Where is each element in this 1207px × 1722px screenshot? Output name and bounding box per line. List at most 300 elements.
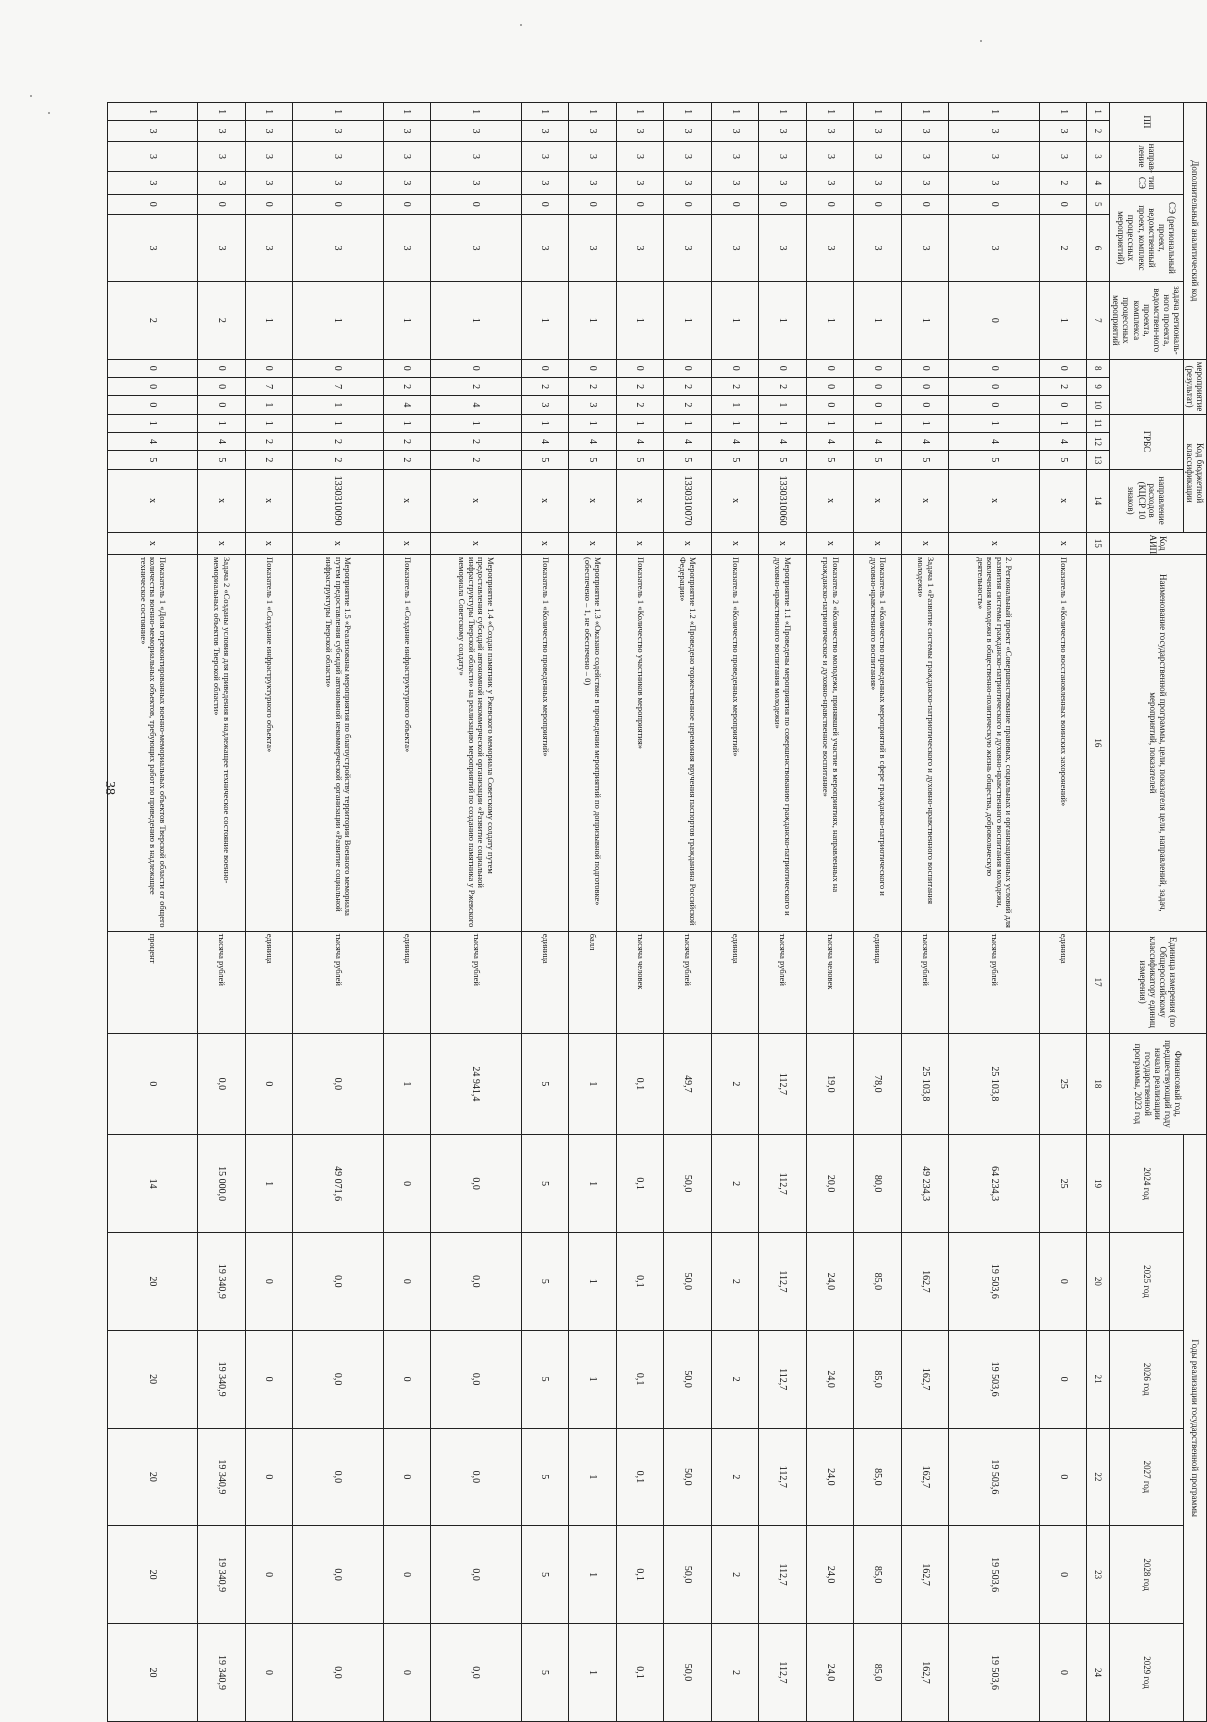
code-cell: 3 [198, 214, 246, 281]
code-cell: 1 [1039, 414, 1087, 432]
code-cell: 4 [664, 432, 712, 450]
code-cell: 0 [759, 194, 807, 214]
code-cell: x [854, 532, 902, 554]
code-cell: 2 [664, 396, 712, 414]
code-cell: 1 [711, 396, 759, 414]
code-cell: x [383, 532, 431, 554]
code-cell: 2 [431, 432, 521, 450]
code-cell: 3 [521, 121, 569, 141]
value-cell: 112,7 [759, 1623, 807, 1721]
value-cell: 162,7 [901, 1428, 949, 1526]
row-name-cell: Мероприятие 1.4 «Создан памятник у Ржевского мемориала Советскому солдату путем предоставления субсидий автономной некоммерческой организации «Развитие социальной инфраструктуры Тверской области» на реализацию мероприятий по созданию памятника у Ржевского мемориала Советскому солдату» [431, 555, 521, 932]
code-cell: 3 [949, 121, 1039, 141]
code-cell: x [616, 532, 664, 554]
code-cell: 5 [854, 451, 902, 469]
code-cell: 3 [806, 214, 854, 281]
row-name-cell: Задача 2 «Созданы условия для приведения в надлежащее техническое состояние военно-мемориальных объектов Тверской области» [198, 555, 246, 932]
code-cell: 5 [198, 451, 246, 469]
row-unit-cell: тысяча рублей [949, 931, 1039, 1033]
row-name-cell: Мероприятие 1.2 «Проведено торжественное церемония вручения паспортов гражданина Российской Федерации» [664, 555, 712, 932]
code-cell: 3 [711, 121, 759, 141]
column-number-cell: 11 [1087, 414, 1110, 432]
row-unit-cell: тысяча человек [806, 931, 854, 1033]
code-cell: 3 [664, 141, 712, 172]
column-number-cell: 15 [1087, 532, 1110, 554]
code-cell: x [431, 469, 521, 532]
code-cell: 1 [293, 414, 383, 432]
code-cell: 0 [245, 194, 293, 214]
table-row [198, 103, 246, 1722]
value-cell: 0,1 [616, 1526, 664, 1624]
value-cell: 2 [711, 1428, 759, 1526]
program-table [107, 102, 1207, 1722]
code-cell: 3 [198, 121, 246, 141]
code-cell: 2 [245, 432, 293, 450]
value-cell: 1 [569, 1428, 617, 1526]
code-cell: 5 [1039, 451, 1087, 469]
code-cell: 3 [293, 121, 383, 141]
code-cell: 2 [245, 451, 293, 469]
code-cell: 1 [806, 282, 854, 359]
value-cell: 0 [383, 1526, 431, 1624]
value-cell: 1 [383, 1033, 431, 1135]
scan-speck [48, 112, 50, 114]
row-unit-cell: единица [1039, 931, 1087, 1033]
row-unit-cell: тысяча рублей [431, 931, 521, 1033]
value-cell: 0,1 [616, 1623, 664, 1721]
value-cell: 24,0 [806, 1330, 854, 1428]
code-cell: 3 [383, 214, 431, 281]
code-cell: 2 [569, 377, 617, 395]
code-cell: 1 [664, 103, 712, 121]
scan-speck [980, 40, 982, 42]
value-cell: 5 [521, 1233, 569, 1331]
code-cell: 1 [1039, 103, 1087, 121]
row-unit-cell: тысяча рублей [664, 931, 712, 1033]
row-name-cell: Показатель 1 «Количество проведенных мероприятий» [521, 555, 569, 932]
code-cell: 4 [616, 432, 664, 450]
value-cell: 19 503,6 [949, 1428, 1039, 1526]
value-cell: 112,7 [759, 1330, 807, 1428]
code-cell: x [431, 532, 521, 554]
code-cell: 0 [806, 194, 854, 214]
value-cell: 24 941,4 [431, 1033, 521, 1135]
code-cell: 1 [949, 103, 1039, 121]
code-cell: 1 [806, 103, 854, 121]
code-cell: 3 [711, 172, 759, 194]
code-cell: 2 [711, 377, 759, 395]
value-cell: 24,0 [806, 1233, 854, 1331]
code-cell: 3 [759, 172, 807, 194]
header-row-1 [1183, 103, 1206, 1722]
value-cell: 14 [107, 1135, 198, 1233]
code-cell: x [616, 469, 664, 532]
value-cell: 0 [245, 1428, 293, 1526]
table-row [901, 103, 949, 1722]
value-cell: 2 [711, 1623, 759, 1721]
row-name-cell: Показатель 1 «Создание инфраструктурного объекта» [245, 555, 293, 932]
code-cell: 4 [759, 432, 807, 450]
code-cell: 1 [521, 282, 569, 359]
code-cell: 0 [198, 396, 246, 414]
value-cell: 50,0 [664, 1135, 712, 1233]
code-cell: 3 [107, 141, 198, 172]
value-cell: 5 [521, 1623, 569, 1721]
code-cell: 2 [1039, 172, 1087, 194]
code-cell: 2 [616, 396, 664, 414]
table-row [521, 103, 569, 1722]
column-number-cell: 22 [1087, 1428, 1110, 1526]
value-cell: 20 [107, 1330, 198, 1428]
code-cell: 4 [198, 432, 246, 450]
code-cell: 2 [616, 377, 664, 395]
value-cell: 19 340,9 [198, 1623, 246, 1721]
hdr-year-2027: 2027 год [1110, 1428, 1184, 1526]
value-cell: 1 [569, 1233, 617, 1331]
code-cell: 5 [711, 451, 759, 469]
code-cell: x [569, 469, 617, 532]
value-cell: 2 [711, 1330, 759, 1428]
code-cell: 3 [854, 172, 902, 194]
value-cell: 15 000,0 [198, 1135, 246, 1233]
row-unit-cell: тысяча человек [616, 931, 664, 1033]
value-cell: 5 [521, 1135, 569, 1233]
row-name-cell: Показатель 1 «Количество проведенных мероприятий в сфере гражданско-патриотического и духовно-нравственного воспитания» [854, 555, 902, 932]
value-cell: 0,0 [293, 1033, 383, 1135]
code-cell: 1 [293, 396, 383, 414]
code-cell: 3 [521, 141, 569, 172]
value-cell: 19 503,6 [949, 1623, 1039, 1721]
code-cell: 2 [521, 377, 569, 395]
code-cell: 2 [383, 432, 431, 450]
value-cell: 112,7 [759, 1033, 807, 1135]
row-unit-cell: единица [854, 931, 902, 1033]
value-cell: 0,0 [293, 1233, 383, 1331]
row-name-cell: Показатель 1 «Доля отремонтированных военно-мемориальных объектов Тверской области от общего количества военно-мемориальных объектов, требующих работ по приведению в надлежащее техническое состояние» [107, 555, 198, 932]
column-number-cell: 4 [1087, 172, 1110, 194]
value-cell: 24,0 [806, 1623, 854, 1721]
code-cell: x [198, 532, 246, 554]
hdr-year-2024: 2024 год [1110, 1135, 1184, 1233]
code-cell: 0 [759, 359, 807, 377]
code-cell: 2 [664, 377, 712, 395]
code-cell: 3 [245, 214, 293, 281]
code-cell: 3 [431, 214, 521, 281]
code-cell: 4 [806, 432, 854, 450]
code-cell: x [664, 532, 712, 554]
code-cell: 1 [854, 414, 902, 432]
code-cell: 1 [293, 103, 383, 121]
code-cell: 1 [711, 282, 759, 359]
code-cell: x [521, 469, 569, 532]
code-cell: 1 [901, 414, 949, 432]
value-cell: 1 [569, 1033, 617, 1135]
value-cell: 0,0 [293, 1330, 383, 1428]
code-cell: 0 [198, 194, 246, 214]
code-cell: 1 [431, 414, 521, 432]
code-cell: 5 [901, 451, 949, 469]
value-cell: 19 340,9 [198, 1526, 246, 1624]
hdr-year-2026: 2026 год [1110, 1330, 1184, 1428]
column-number-cell: 3 [1087, 141, 1110, 172]
value-cell: 0 [1039, 1526, 1087, 1624]
hdr-se-type: тип СЭ [1110, 172, 1184, 194]
value-cell: 50,0 [664, 1330, 712, 1428]
code-cell: 3 [949, 141, 1039, 172]
table-body [107, 103, 1110, 1722]
code-cell: 5 [806, 451, 854, 469]
code-cell: x [1039, 469, 1087, 532]
code-cell: 3 [431, 141, 521, 172]
value-cell: 0,0 [431, 1623, 521, 1721]
row-unit-cell: тысяча рублей [759, 931, 807, 1033]
code-cell: 3 [1039, 121, 1087, 141]
value-cell: 1 [569, 1135, 617, 1233]
code-cell: 2 [198, 282, 246, 359]
code-cell: 3 [198, 172, 246, 194]
value-cell: 5 [521, 1330, 569, 1428]
code-cell: 3 [616, 214, 664, 281]
code-cell: 3 [431, 172, 521, 194]
value-cell: 85,0 [854, 1526, 902, 1624]
column-number-cell: 21 [1087, 1330, 1110, 1428]
value-cell: 2 [711, 1526, 759, 1624]
code-cell: 3 [245, 121, 293, 141]
value-cell: 85,0 [854, 1330, 902, 1428]
code-cell: x [1039, 532, 1087, 554]
code-cell: 0 [1039, 359, 1087, 377]
hdr-task: задача региональ-ного проекта, ведомствен-ного проекта, комплекса процессных мероприятий [1110, 282, 1184, 359]
code-cell: 0 [383, 359, 431, 377]
value-cell: 0,0 [198, 1033, 246, 1135]
value-cell: 0 [383, 1623, 431, 1721]
column-number-cell: 14 [1087, 469, 1110, 532]
value-cell: 20 [107, 1233, 198, 1331]
code-cell: 1 [664, 282, 712, 359]
value-cell: 19 340,9 [198, 1428, 246, 1526]
code-cell: 3 [293, 214, 383, 281]
table-row [711, 103, 759, 1722]
code-cell: 0 [521, 194, 569, 214]
code-cell: 1 [383, 103, 431, 121]
table-row [107, 103, 198, 1722]
scan-speck [520, 24, 522, 26]
value-cell: 19 503,6 [949, 1330, 1039, 1428]
code-cell: 0 [901, 194, 949, 214]
code-cell: x [383, 469, 431, 532]
code-cell: 2 [431, 377, 521, 395]
code-cell: 0 [854, 194, 902, 214]
code-cell: 1 [293, 282, 383, 359]
code-cell: x [521, 532, 569, 554]
value-cell: 0 [245, 1623, 293, 1721]
value-cell: 112,7 [759, 1233, 807, 1331]
code-cell: x [949, 532, 1039, 554]
code-cell: 0 [806, 396, 854, 414]
code-cell: 1 [383, 414, 431, 432]
value-cell: 0,0 [431, 1526, 521, 1624]
code-cell: 0 [854, 377, 902, 395]
value-cell: 19 340,9 [198, 1233, 246, 1331]
hdr-year-2029: 2029 год [1110, 1623, 1184, 1721]
code-cell: 0 [383, 194, 431, 214]
value-cell: 0,0 [431, 1233, 521, 1331]
code-cell: 3 [901, 121, 949, 141]
code-cell: 4 [569, 432, 617, 450]
code-cell: 1330310070 [664, 469, 712, 532]
value-cell: 0,0 [431, 1330, 521, 1428]
code-cell: 4 [854, 432, 902, 450]
row-name-cell: Мероприятие 1.3 «Оказано содействие в проведении мероприятий по допризывной подготовке» (обеспечено – 1, не обеспечено – 0) [569, 555, 617, 932]
code-cell: 3 [431, 121, 521, 141]
code-cell: 4 [107, 432, 198, 450]
code-cell: 5 [949, 451, 1039, 469]
code-cell: 1 [569, 103, 617, 121]
code-cell: 0 [431, 194, 521, 214]
code-cell: 3 [806, 141, 854, 172]
code-cell: 4 [1039, 432, 1087, 450]
value-cell: 0,0 [293, 1428, 383, 1526]
code-cell: 3 [759, 214, 807, 281]
code-cell: x [806, 532, 854, 554]
column-number-cell: 18 [1087, 1033, 1110, 1135]
code-cell: 3 [107, 121, 198, 141]
column-number-cell: 17 [1087, 931, 1110, 1033]
value-cell: 0 [245, 1526, 293, 1624]
code-cell: 1 [759, 396, 807, 414]
code-cell: 5 [664, 451, 712, 469]
code-cell: 4 [711, 432, 759, 450]
column-numbers-row [1087, 103, 1110, 1722]
code-cell: 3 [521, 214, 569, 281]
row-unit-cell: тысяча рублей [293, 931, 383, 1033]
code-cell: x [806, 469, 854, 532]
column-number-cell: 24 [1087, 1623, 1110, 1721]
code-cell: 3 [616, 121, 664, 141]
value-cell: 0,1 [616, 1033, 664, 1135]
value-cell: 19 503,6 [949, 1233, 1039, 1331]
code-cell: 5 [616, 451, 664, 469]
code-cell: 1 [431, 103, 521, 121]
code-cell: 3 [949, 214, 1039, 281]
row-unit-cell: тысяча рублей [901, 931, 949, 1033]
code-cell: 0 [901, 396, 949, 414]
code-cell: 1330310060 [759, 469, 807, 532]
value-cell: 78,0 [854, 1033, 902, 1135]
code-cell: 3 [569, 214, 617, 281]
code-cell: 3 [383, 121, 431, 141]
code-cell: 1 [521, 103, 569, 121]
hdr-years-group: Годы реализации государственной программы [1183, 1135, 1206, 1722]
code-cell: 1 [245, 414, 293, 432]
code-cell: x [711, 532, 759, 554]
value-cell: 5 [521, 1033, 569, 1135]
value-cell: 20 [107, 1623, 198, 1721]
column-number-cell: 13 [1087, 451, 1110, 469]
value-cell: 0 [383, 1135, 431, 1233]
row-name-cell: Показатель 1 «Количество участников мероприятия» [616, 555, 664, 932]
table-row [569, 103, 617, 1722]
code-cell: 3 [107, 214, 198, 281]
row-unit-cell: единица [245, 931, 293, 1033]
hdr-pp: ПП [1110, 103, 1184, 142]
row-unit-cell: процент [107, 931, 198, 1033]
value-cell: 50,0 [664, 1428, 712, 1526]
code-cell: 3 [759, 121, 807, 141]
value-cell: 1 [569, 1330, 617, 1428]
code-cell: 4 [949, 432, 1039, 450]
column-number-cell: 16 [1087, 555, 1110, 932]
code-cell: 1 [107, 414, 198, 432]
code-cell: 0 [711, 359, 759, 377]
code-cell: x [107, 532, 198, 554]
hdr-grbs: ГРБС [1110, 414, 1184, 469]
code-cell: 3 [854, 121, 902, 141]
row-unit-cell: единица [521, 931, 569, 1033]
code-cell: 1 [431, 282, 521, 359]
code-cell: 0 [521, 359, 569, 377]
code-cell: 0 [901, 359, 949, 377]
value-cell: 2 [711, 1233, 759, 1331]
value-cell: 0 [383, 1330, 431, 1428]
code-cell: 0 [245, 359, 293, 377]
code-cell: 1 [901, 282, 949, 359]
code-cell: 7 [293, 377, 383, 395]
value-cell: 0,0 [293, 1526, 383, 1624]
code-cell: 0 [664, 359, 712, 377]
value-cell: 25 103,8 [949, 1033, 1039, 1135]
code-cell: 1 [198, 103, 246, 121]
code-cell: 2 [1039, 377, 1087, 395]
code-cell: 3 [198, 141, 246, 172]
code-cell: 0 [711, 194, 759, 214]
code-cell: 4 [901, 432, 949, 450]
code-cell: 3 [383, 172, 431, 194]
row-name-cell: Показатель 1 «Количество проведенных мероприятий» [711, 555, 759, 932]
table-row [759, 103, 807, 1722]
value-cell: 1 [569, 1526, 617, 1624]
value-cell: 24,0 [806, 1428, 854, 1526]
row-name-cell: Показатель 1 «Создание инфраструктурного объекта» [383, 555, 431, 932]
rotated-table-container [138, 102, 1207, 1722]
column-number-cell: 19 [1087, 1135, 1110, 1233]
value-cell: 0 [245, 1233, 293, 1331]
row-unit-cell: балл [569, 931, 617, 1033]
value-cell: 50,0 [664, 1623, 712, 1721]
code-cell: 0 [949, 396, 1039, 414]
value-cell: 0 [1039, 1428, 1087, 1526]
column-number-cell: 8 [1087, 359, 1110, 377]
value-cell: 25 [1039, 1135, 1087, 1233]
table-row [245, 103, 293, 1722]
table-row [1039, 103, 1087, 1722]
code-cell: 0 [107, 194, 198, 214]
code-cell: 1 [759, 414, 807, 432]
hdr-year-2028: 2028 год [1110, 1526, 1184, 1624]
code-cell: 3 [664, 214, 712, 281]
code-cell: 0 [949, 282, 1039, 359]
column-number-cell: 12 [1087, 432, 1110, 450]
code-cell: 1 [1039, 282, 1087, 359]
code-cell: x [569, 532, 617, 554]
column-number-cell: 23 [1087, 1526, 1110, 1624]
value-cell: 85,0 [854, 1623, 902, 1721]
page-number: 38 [102, 781, 117, 795]
code-cell: 1 [245, 103, 293, 121]
code-cell: 0 [616, 194, 664, 214]
code-cell: 3 [901, 214, 949, 281]
scan-speck [30, 95, 32, 97]
